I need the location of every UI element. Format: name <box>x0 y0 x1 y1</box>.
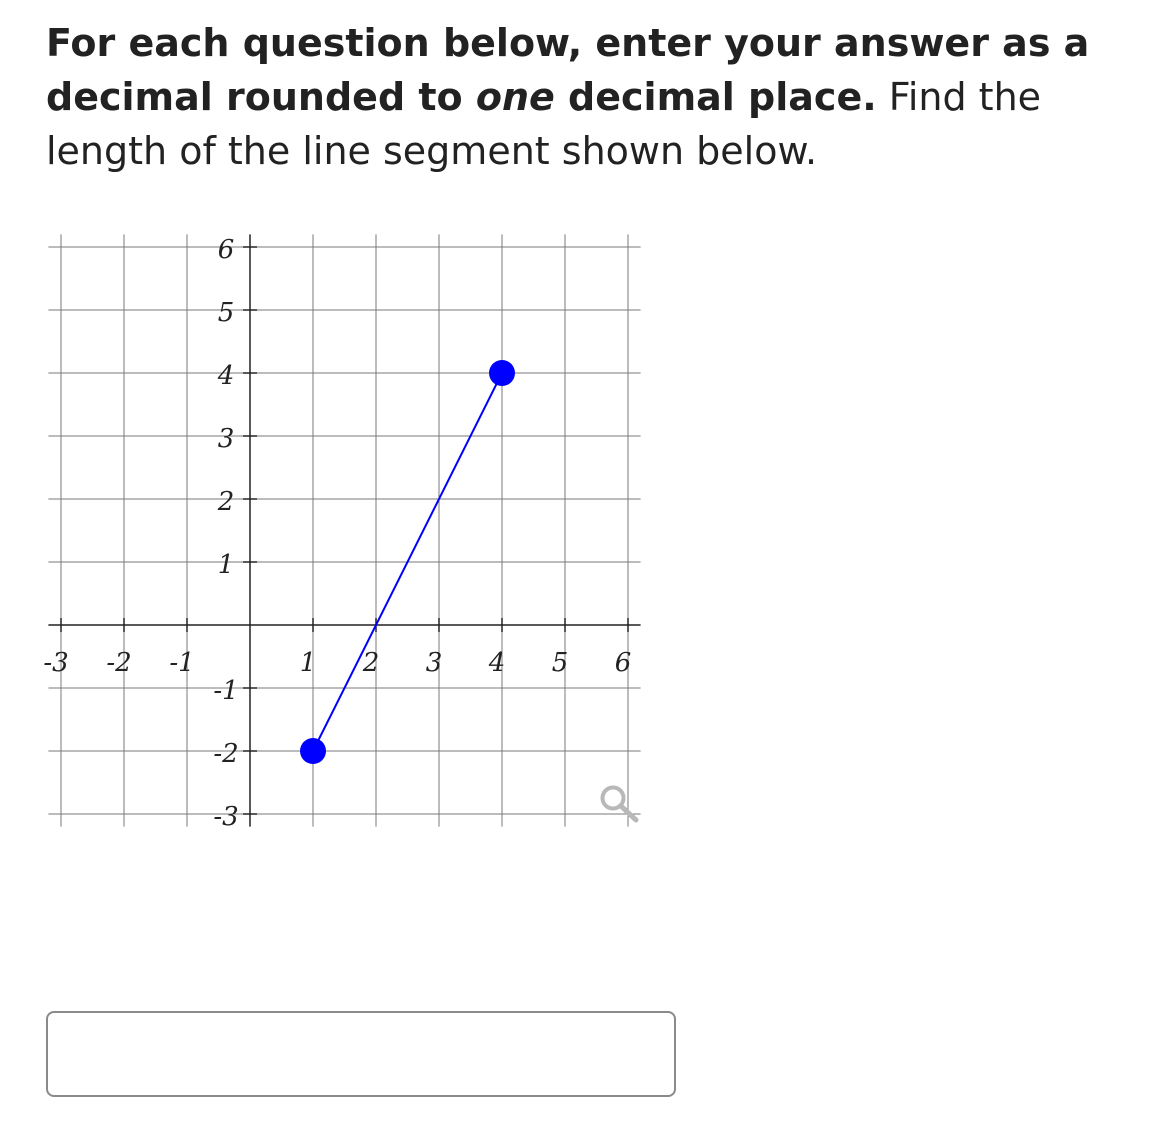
question-bold-1: For each question below, enter your answer as a decimal rounded to <box>46 21 1090 119</box>
grid-lines <box>48 234 640 826</box>
x-tick-label: 6 <box>614 648 632 678</box>
magnifier-icon[interactable] <box>603 788 637 821</box>
y-tick-label: 1 <box>217 550 235 580</box>
segment-endpoint-start[interactable] <box>300 738 326 764</box>
y-tick-label: 5 <box>217 298 235 328</box>
tick-labels <box>43 235 631 832</box>
x-tick-label: 1 <box>299 648 317 678</box>
y-tick-label: -3 <box>213 802 239 832</box>
coordinate-graph[interactable] <box>0 200 700 860</box>
x-tick-label: 2 <box>362 648 380 678</box>
answer-input[interactable] <box>46 1011 676 1097</box>
question-text <box>46 16 1126 178</box>
axes <box>48 234 640 826</box>
tick-marks <box>61 247 628 814</box>
y-tick-label: 4 <box>217 361 235 391</box>
x-tick-label: 5 <box>551 648 569 678</box>
y-tick-label: 2 <box>217 487 235 517</box>
segment-endpoint-end[interactable] <box>489 360 515 386</box>
x-tick-label: -1 <box>169 648 195 678</box>
x-tick-label: 4 <box>488 648 506 678</box>
question-bold-italic: one <box>475 75 555 119</box>
x-tick-label: -2 <box>106 648 132 678</box>
question-instruction: Find the length of the line segment shown below. <box>46 75 1042 173</box>
graph-canvas[interactable] <box>0 200 700 860</box>
y-tick-label: -1 <box>213 676 239 706</box>
x-tick-label: 3 <box>425 648 443 678</box>
question-bold-2: decimal place. <box>554 75 877 119</box>
x-tick-label: -3 <box>43 648 69 678</box>
y-tick-label: 3 <box>217 424 235 454</box>
y-tick-label: 6 <box>217 235 235 265</box>
y-tick-label: -2 <box>213 739 239 769</box>
